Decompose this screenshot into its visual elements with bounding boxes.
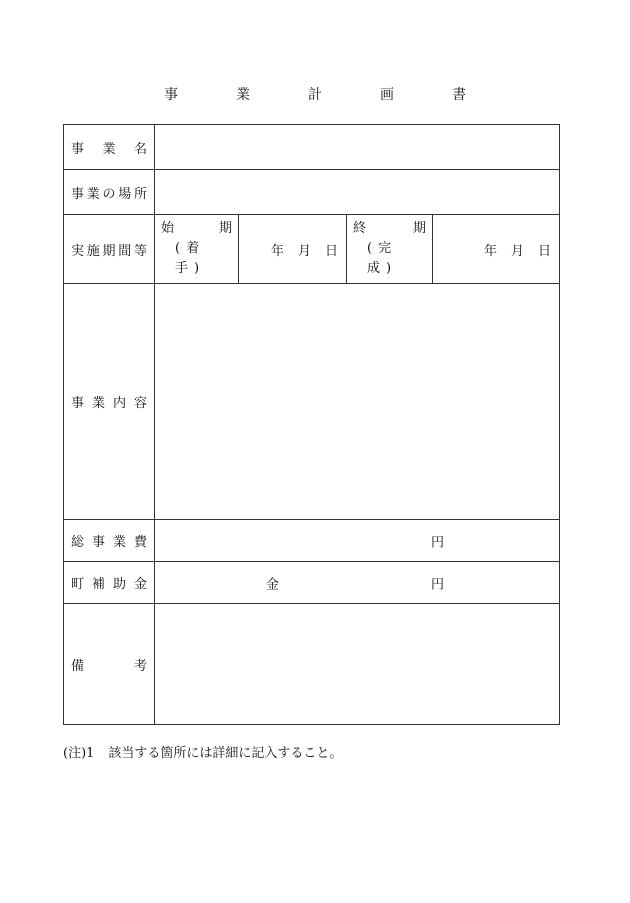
business-content-field[interactable] (155, 284, 560, 520)
business-name-field[interactable] (155, 125, 560, 170)
town-subsidy-field[interactable] (155, 562, 560, 604)
footnote-number: (注)1 (63, 746, 95, 761)
end-date-field[interactable]: 年 月 日 (433, 215, 560, 284)
label-business-content: 事 業 内 容 (64, 284, 155, 520)
yen-unit: 円 (431, 535, 445, 550)
label-business-location: 事 業 の 場 所 (64, 170, 155, 215)
page-title: 事 業 計 画 書 (164, 87, 488, 103)
label-town-subsidy: 町 補 助 金 (64, 562, 155, 604)
label-implementation-period: 実 施 期 間 等 (64, 215, 155, 284)
start-date-field[interactable]: 年 月 日 (239, 215, 347, 284)
row-implementation-period (64, 215, 560, 284)
row-remarks (64, 604, 560, 725)
business-plan-form (63, 124, 560, 725)
label-business-name: 事 業 名 (64, 125, 155, 170)
label-end-period: 終 期 (完成) (347, 215, 433, 284)
total-cost-field[interactable] (155, 520, 560, 562)
yen-unit: 円 (431, 577, 445, 592)
label-remarks: 備 考 (64, 604, 155, 725)
row-total-cost (64, 520, 560, 562)
row-business-name (64, 125, 560, 170)
label-start-period: 始 期 (着手) (155, 215, 239, 284)
kin-prefix: 金 (266, 577, 280, 592)
footnote (63, 742, 342, 761)
row-town-subsidy (64, 562, 560, 604)
business-location-field[interactable] (155, 170, 560, 215)
row-business-location (64, 170, 560, 215)
remarks-field[interactable] (155, 604, 560, 725)
label-total-cost: 総 事 業 費 (64, 520, 155, 562)
footnote-text: 該当する箇所には詳細に記入すること。 (108, 746, 343, 761)
row-business-content (64, 284, 560, 520)
